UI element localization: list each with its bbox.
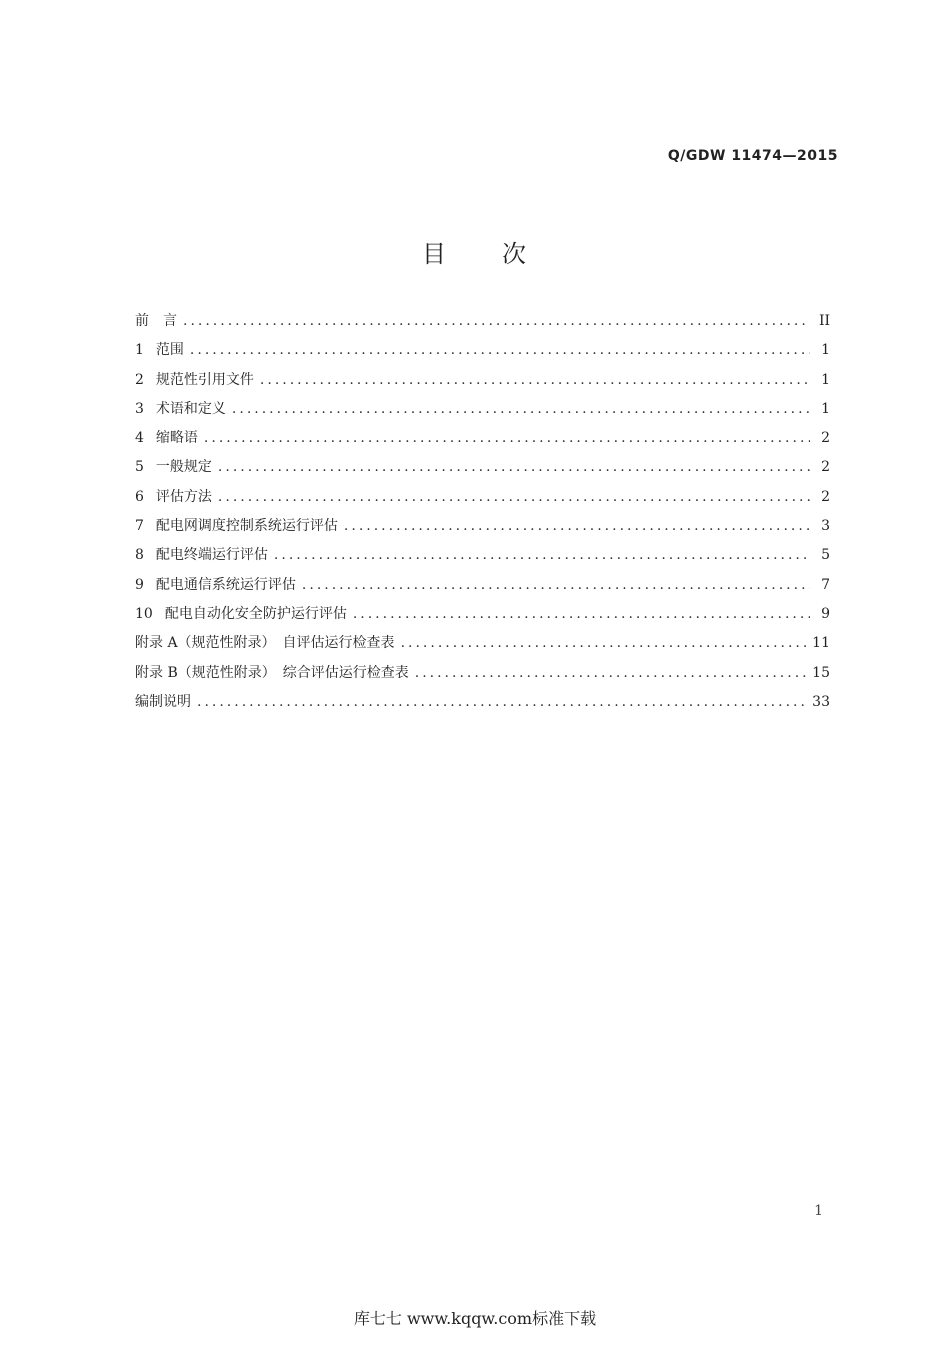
toc-entry-2[interactable] xyxy=(135,366,830,395)
toc-entry-page: II xyxy=(818,313,830,329)
toc-title-char-2: 次 xyxy=(502,240,528,268)
toc-entry-8[interactable] xyxy=(135,541,830,570)
toc-entry-page: 7 xyxy=(821,576,830,593)
document-code: Q/GDW 11474—2015 xyxy=(667,148,838,164)
toc-leader-dots xyxy=(190,336,810,365)
toc-entry-explanation[interactable] xyxy=(135,688,830,717)
toc-entry-label: 规范性引用文件 xyxy=(155,371,254,388)
toc-leader-dots xyxy=(183,307,810,336)
toc-entry-page: 1 xyxy=(821,371,830,388)
toc-entry-number: 5 xyxy=(135,459,144,476)
toc-entry-page: 33 xyxy=(812,693,830,710)
toc-title-char-1: 目 xyxy=(422,240,448,268)
toc-entry-label: 配电网调度控制系统运行评估 xyxy=(155,518,338,535)
toc-entry-label: 前 言 xyxy=(135,313,177,329)
toc-entry-number: 1 xyxy=(135,342,144,359)
toc-entry-number: 9 xyxy=(135,576,144,593)
toc-leader-dots xyxy=(353,600,810,629)
toc-entry-10[interactable] xyxy=(135,600,830,629)
toc-entry-6[interactable] xyxy=(135,483,830,512)
toc-entry-label: 配电终端运行评估 xyxy=(155,547,268,564)
toc-entry-number: 8 xyxy=(135,547,144,564)
toc-entry-number: 4 xyxy=(135,430,144,447)
toc-entry-page: 5 xyxy=(821,547,830,564)
toc-entry-number: 6 xyxy=(135,488,144,505)
table-of-contents xyxy=(135,307,830,717)
toc-leader-dots xyxy=(218,483,810,512)
toc-title xyxy=(0,234,950,269)
toc-entry-3[interactable] xyxy=(135,395,830,424)
toc-leader-dots xyxy=(232,395,810,424)
toc-entry-page: 1 xyxy=(821,342,830,359)
toc-entry-page: 15 xyxy=(812,664,830,681)
toc-entry-5[interactable] xyxy=(135,453,830,482)
toc-entry-number: 10 xyxy=(135,605,153,622)
toc-entry-number: 3 xyxy=(135,400,144,417)
toc-entry-page: 11 xyxy=(812,635,830,652)
toc-entry-label: 一般规定 xyxy=(155,459,212,476)
toc-leader-dots xyxy=(344,512,810,541)
toc-entry-label: 术语和定义 xyxy=(155,400,226,417)
toc-entry-page: 1 xyxy=(821,400,830,417)
toc-entry-label: 评估方法 xyxy=(155,488,212,505)
toc-entry-7[interactable] xyxy=(135,512,830,541)
toc-entry-9[interactable] xyxy=(135,571,830,600)
toc-entry-label: 范围 xyxy=(155,342,184,359)
toc-entry-appendix-a[interactable] xyxy=(135,629,830,658)
toc-entry-page: 9 xyxy=(821,605,830,622)
toc-leader-dots xyxy=(415,659,806,688)
toc-entry-label: 配电通信系统运行评估 xyxy=(155,576,296,593)
toc-entry-1[interactable] xyxy=(135,336,830,365)
toc-entry-appendix-b[interactable] xyxy=(135,659,830,688)
toc-entry-label: 附录 B（规范性附录） 综合评估运行检查表 xyxy=(135,664,409,681)
toc-entry-label: 配电自动化安全防护运行评估 xyxy=(164,605,347,622)
toc-entry-label: 缩略语 xyxy=(155,430,198,447)
toc-leader-dots xyxy=(204,424,810,453)
toc-entry-label: 附录 A（规范性附录） 自评估运行检查表 xyxy=(135,635,395,652)
footer-watermark-text: 库七七 www.kqqw.com标准下载 xyxy=(353,1309,597,1328)
toc-entry-number: 7 xyxy=(135,518,144,535)
toc-leader-dots xyxy=(260,366,810,395)
toc-leader-dots xyxy=(401,629,807,658)
toc-entry-page: 3 xyxy=(821,518,830,535)
toc-entry-number: 2 xyxy=(135,371,144,388)
toc-leader-dots xyxy=(197,688,806,717)
toc-entry-page: 2 xyxy=(821,459,830,476)
toc-entry-label: 编制说明 xyxy=(135,693,191,710)
toc-entry-page: 2 xyxy=(821,430,830,447)
toc-entry-foreword[interactable] xyxy=(135,307,830,336)
toc-leader-dots xyxy=(218,453,810,482)
page-number: 1 xyxy=(814,1203,823,1219)
toc-leader-dots xyxy=(274,541,810,570)
toc-entry-page: 2 xyxy=(821,488,830,505)
toc-leader-dots xyxy=(302,571,810,600)
toc-entry-4[interactable] xyxy=(135,424,830,453)
